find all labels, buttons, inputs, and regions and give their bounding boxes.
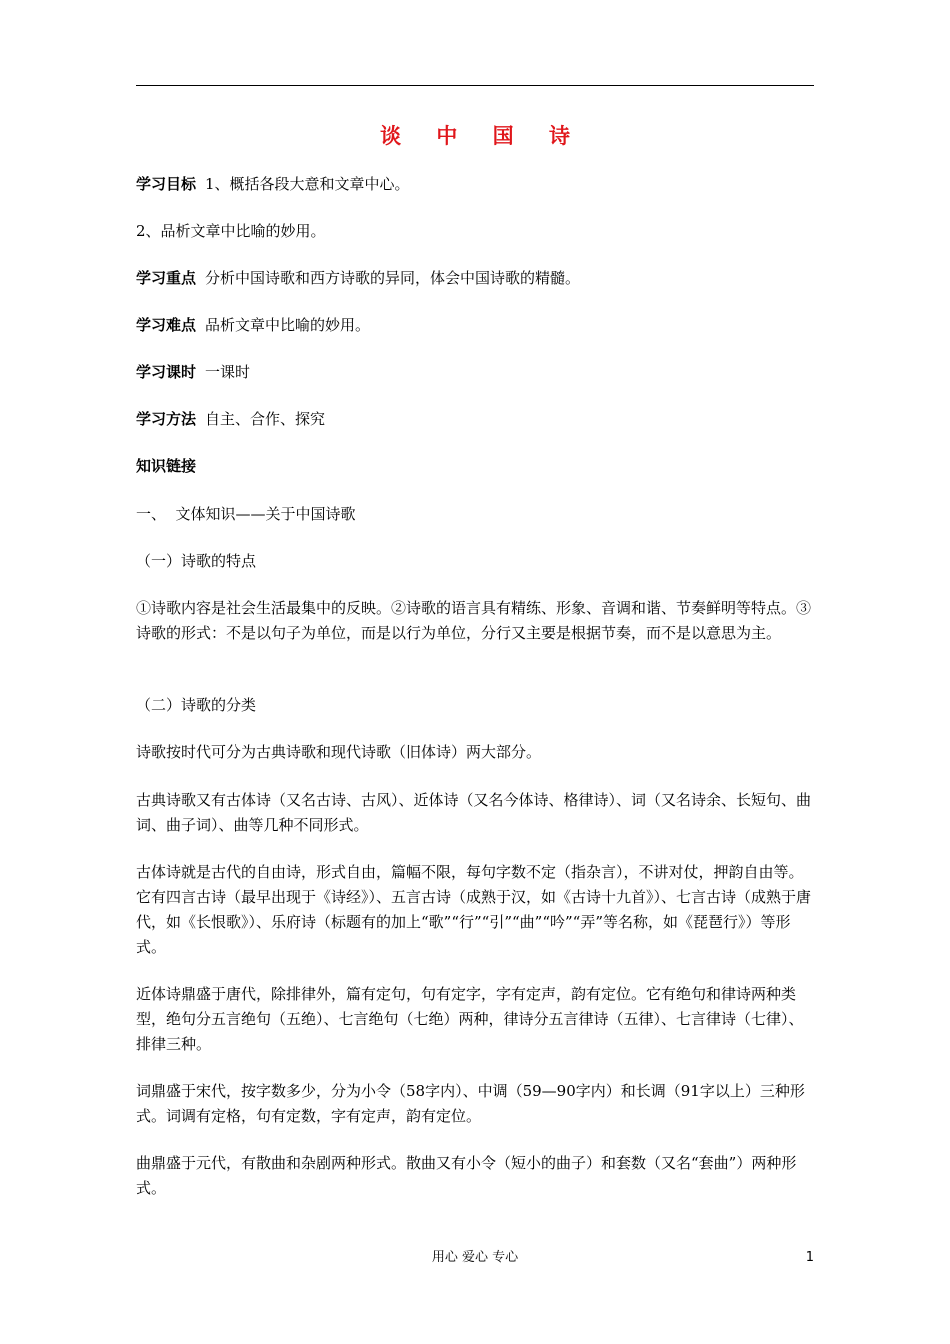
document-title: 谈 中 国 诗	[380, 123, 584, 148]
classification-paragraph-2: 古典诗歌又有古体诗（又名古诗、古风）、近体诗（又名今体诗、格律诗）、词（又名诗余、长短句、曲词、曲子词）、曲等几种不同形式。	[136, 791, 812, 834]
class-hours-line	[136, 360, 816, 385]
features-paragraph: ①诗歌内容是社会生活最集中的反映。②诗歌的语言具有精练、形象、音调和谐、节奏鲜明等特点。③诗歌的形式：不是以句子为单位，而是以行为单位，分行又主要是根据节奏，而不是以意思为主。	[136, 599, 812, 642]
classification-paragraph-4: 近体诗鼎盛于唐代，除排律外，篇有定句，句有定字，字有定声，韵有定位。它有绝句和律诗两种类型，绝句分五言绝句（五绝）、七言绝句（七绝）两种，律诗分五言律诗（五律）、七言律诗（七律）、排律三种。	[136, 985, 804, 1053]
objectives-label: 学习目标	[136, 175, 197, 193]
difficulty-line	[136, 313, 816, 338]
classification-paragraph-3: 古体诗就是古代的自由诗，形式自由，篇幅不限，每句字数不定（指杂言），不讲对仗，押韵自由等。它有四言古诗（最早出现于《诗经》）、五言古诗（成熟于汉，如《古诗十九首》）、七言古诗（成熟于唐代，如《长恨歌》）、乐府诗（标题有的加上“歌”“行”“引”“曲”“吟”“弄”等名称，如《琵琶行》）等形式。	[136, 863, 812, 956]
class-hours-text: 一课时	[205, 363, 251, 381]
classification-paragraph-1: 诗歌按时代可分为古典诗歌和现代诗歌（旧体诗）两大部分。	[136, 743, 542, 761]
difficulty-label: 学习难点	[136, 316, 197, 334]
class-hours-label: 学习课时	[136, 363, 197, 381]
method-label: 学习方法	[136, 410, 197, 428]
objectives-line	[136, 172, 816, 197]
classification-paragraph-6: 曲鼎盛于元代，有散曲和杂剧两种形式。散曲又有小令（短小的曲子）和套数（又名“套曲”）两种形式。	[136, 1154, 797, 1197]
objectives-item1: 1、概括各段大意和文章中心。	[205, 175, 410, 193]
key-points-text: 分析中国诗歌和西方诗歌的异同，体会中国诗歌的精髓。	[205, 269, 581, 287]
knowledge-link-heading: 知识链接	[136, 457, 197, 475]
objectives-item2: 2、品析文章中比喻的妙用。	[136, 222, 326, 240]
classification-paragraph-5: 词鼎盛于宋代，按字数多少，分为小令（58字内）、中调（59—90字内）和长调（91字以上）三种形式。词调有定格，句有定数，字有定声，韵有定位。	[136, 1082, 805, 1125]
method-line	[136, 407, 816, 432]
section1-heading: 一、 文体知识——关于中国诗歌	[136, 505, 356, 523]
difficulty-text: 品析文章中比喻的妙用。	[205, 316, 371, 334]
sub1-heading: （一）诗歌的特点	[136, 552, 257, 570]
sub2-heading: （二）诗歌的分类	[136, 696, 257, 714]
method-text: 自主、合作、探究	[205, 410, 326, 428]
header-rule	[136, 85, 814, 86]
key-points-label: 学习重点	[136, 269, 197, 287]
key-points-line	[136, 266, 816, 291]
page-number: 1	[805, 1250, 814, 1265]
footer-text: 用心 爱心 专心	[431, 1250, 519, 1265]
